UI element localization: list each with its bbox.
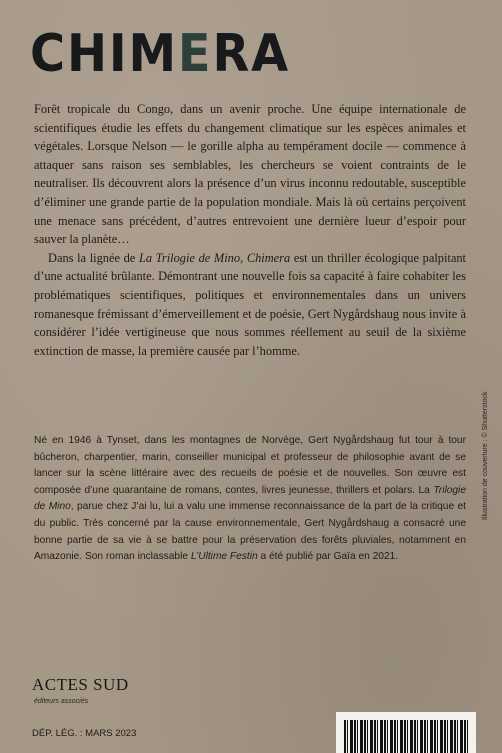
work-title: La Trilogie de Mino xyxy=(138,250,241,265)
book-title xyxy=(30,24,291,84)
bio-text: a été publié par Gaïa en 2021. xyxy=(257,551,399,563)
publisher-subtitle: éditeurs associés xyxy=(34,698,89,705)
synopsis xyxy=(34,100,466,360)
barcode xyxy=(336,712,476,753)
bio-text: , parue chez J’ai lu, lui a valu une immense reconnaissance de la part de la critique et du public. Très concerné par la cause environnementale, Gert Nygårdshaug a consacré une bonne partie de sa vie à se battre pour la préservation des forêts pluviales, notamment en Amazonie. Son roman inclassable xyxy=(34,501,466,563)
work-title: L’Ultime Festin xyxy=(190,551,258,563)
cover-credit: Illustration de couverture : © Shutterstock xyxy=(482,391,489,520)
barcode-bars xyxy=(344,720,468,753)
title-accent-letter: E xyxy=(177,24,213,84)
bio-text: Né en 1946 à Tynset, dans les montagnes de Norvège, Gert Nygårdshaug fut tour à tour bûcheron, charpentier, marin, conseiller municipal et professeur de philosophie avant de se lancer sur la scène littéraire avec des recueils de poésie et de nouvelles. Son œuvre est composée d’une quarantaine de romans, contes, livres jeunesse, thrillers et polars. La xyxy=(34,435,466,496)
title-suffix: RA xyxy=(212,24,291,84)
synopsis-paragraph-1: Forêt tropicale du Congo, dans un avenir proche. Une équipe internationale de scientifiques étudie les effets du changement climatique sur les espèces animales et végétales. Lorsque Nelson — le gorille alpha au tempérament docile — commence à attaquer sans raison ses semblables, les chercheurs se voient contraints de le neutraliser. Ils découvrent alors la présence d’un virus inconnu redoutable, susceptible d’éliminer une grande partie de la population mondiale. Mais là où certains perçoivent une menace sans précédent, d’autres entrevoient une dernière lueur d’espoir pour sauver la planète… xyxy=(34,102,466,247)
synopsis-paragraph-2 xyxy=(34,249,466,361)
publisher-logo: ACTES SUD xyxy=(32,675,129,694)
synopsis-text: Dans la lignée de xyxy=(48,250,139,265)
book-title-inline: Chimera xyxy=(246,250,291,265)
author-bio-paragraph xyxy=(34,433,466,566)
synopsis-text: , xyxy=(240,250,247,265)
work-title: Trilogie de Mino xyxy=(34,484,466,513)
synopsis-text: est un thriller écologique palpitant d’une actualité brûlante. Démontrant une nouvelle fois sa capacité à faire cohabiter les problématiques scientifiques, politiques et environnementales dans un univers romanesque frémissant d’émerveillement et de poésie, Gert Nygårdshaug nous invite à considérer l’idée vertigineuse que nous sommes réellement au seuil de la sixième extinction de masse, la première causée par l’homme. xyxy=(34,250,466,358)
author-bio xyxy=(34,433,466,566)
legal-deposit: DÉP. LÉG. : MARS 2023 xyxy=(32,728,137,739)
title-prefix: CHIM xyxy=(30,24,178,84)
